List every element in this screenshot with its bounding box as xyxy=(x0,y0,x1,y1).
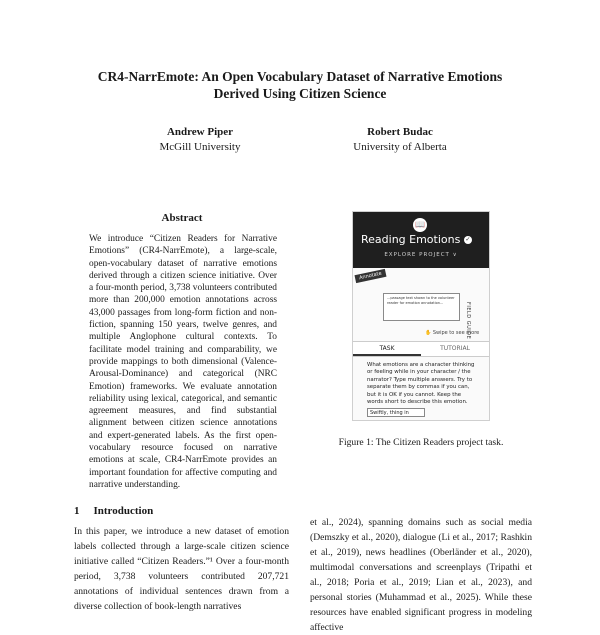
explore-project-menu[interactable]: EXPLORE PROJECT ∨ xyxy=(384,252,458,258)
verified-check-icon: ✓ xyxy=(465,236,471,243)
title-line-1: CR4-NarrEmote: An Open Vocabulary Dataset of Narrative Emotions xyxy=(97,69,503,84)
title-line-2: Derived Using Citizen Science xyxy=(213,86,387,101)
section-title: Introduction xyxy=(93,505,154,517)
section-heading xyxy=(74,505,167,517)
swipe-hint: ✋ Swipe to see more xyxy=(425,330,480,336)
section-number: 1 xyxy=(74,505,80,517)
tab-task[interactable]: TASK xyxy=(353,342,421,356)
author-name: Robert Budac xyxy=(367,126,433,138)
annotate-tag: Annotate xyxy=(355,269,387,283)
task-tabs xyxy=(353,341,489,357)
book-logo-icon: 📖 xyxy=(413,218,427,232)
author-2 xyxy=(300,125,500,155)
abstract-heading: Abstract xyxy=(161,212,203,224)
field-guide-tab[interactable]: FIELD GUIDE xyxy=(465,302,471,340)
author-affiliation: University of Alberta xyxy=(353,141,447,153)
author-name: Andrew Piper xyxy=(166,126,234,138)
paper-title xyxy=(50,68,550,102)
abstract-body: We introduce “Citizen Readers for Narrative Emotions” (CR4-NarrEmote), a large-scale, open-vocabulary dataset of narrative emotions derived through a citizen science initiative. Over a four-month period, 3,738 volunteers contributed more than 200,000 emotion annotations across 43,000 passages from long-form fiction and non-fiction, spanning 150 years, twelve genres, and multiple Anglophone cultural contexts. To facilitate model training and comparability, we provide mappings to both dimensional (Valence-Arousal-Dominance) and categorical (NRC Emotion) frameworks. We evaluate annotation reliability using lexical, categorical, and semantic agreement measures, and find substantial alignment between citizen science annotations and expert-generated labels. As the first open-vocabulary resource focused on narrative emotions at scale, CR4-NarrEmote provides an important foundation for affective computing and narrative understanding. xyxy=(89,234,277,490)
author-affiliation: McGill University xyxy=(159,141,241,153)
passage-text-box: ...passage text shown to the volunteer reader for emotion annotation... xyxy=(383,293,460,321)
figure-caption: Figure 1: The Citizen Readers project task. xyxy=(338,437,504,448)
app-title xyxy=(361,233,481,246)
author-1 xyxy=(100,125,300,155)
intro-left-text: In this paper, we introduce a new dataset of emotion labels collected through a large-scale citizen science initiative called “Citizen Readers.”¹ Over a four-month period, 3,738 volunteers contributed 207,721 annotations of individual sentences drawn from a diverse collection of book-length narratives xyxy=(74,526,289,612)
task-instructions: What emotions are a character thinking or feeling while in your character / the narrator? Type multiple answers. Try to separate them by commas if you can, but it is OK if you cannot. Keep the words short to describe this emotion. xyxy=(367,362,475,406)
app-title-text: Reading Emotions xyxy=(361,233,461,246)
app-banner xyxy=(353,212,489,268)
figure-screenshot xyxy=(352,211,490,421)
emotion-input[interactable]: Swiftly, thing in xyxy=(367,408,425,417)
intro-right-text: et al., 2024), spanning domains such as social media (Demszky et al., 2020), dialogue (Li et al., 2017; Rashkin et al., 2019), news headlines (Oberländer et al., 2020), multimodal conversations and screenplays (Tripathi et al., 2018; Poria et al., 2019; Lian et al., 2023), and personal stories (Muhammad et al., 2025). While these resources have enabled significant progress in modeling affective xyxy=(310,517,532,633)
tab-tutorial[interactable]: TUTORIAL xyxy=(440,345,470,352)
